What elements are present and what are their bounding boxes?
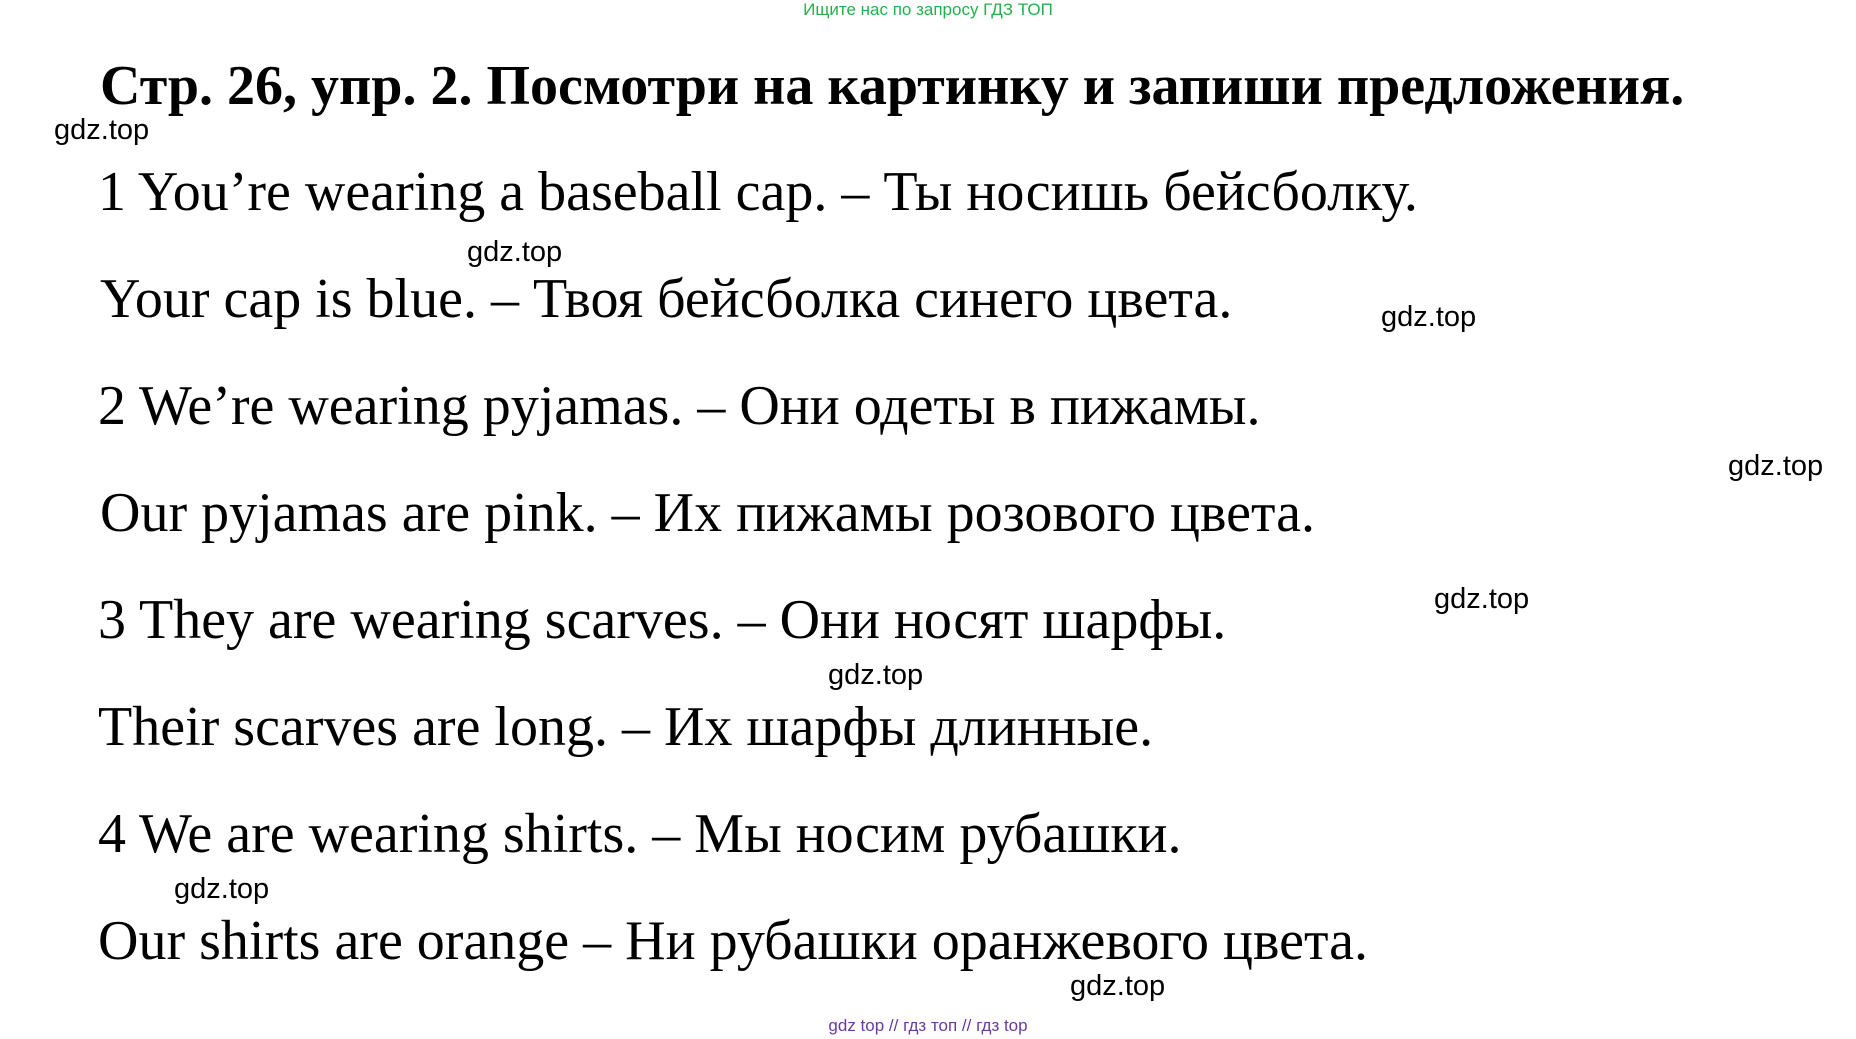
sentence-line-3: 2 We’re wearing pyjamas. – Они одеты в пижамы. [98, 375, 1261, 437]
watermark: gdz.top [467, 236, 563, 268]
watermark: gdz.top [1434, 583, 1530, 615]
watermark: gdz.top [1728, 450, 1824, 482]
watermark: gdz.top [828, 659, 924, 691]
sentence-line-2: Your cap is blue. – Твоя бейсболка синего цвета. [100, 268, 1233, 330]
sentence-line-6: Their scarves are long. – Их шарфы длинные. [98, 696, 1154, 758]
sentence-line-8: Our shirts are orange – Ни рубашки оранжевого цвета. [98, 910, 1368, 972]
watermark: gdz.top [54, 114, 150, 146]
watermark: gdz.top [1381, 301, 1477, 333]
watermark: gdz.top [1070, 970, 1166, 1002]
sentence-line-7: 4 We are wearing shirts. – Мы носим рубашки. [98, 803, 1182, 865]
footer-note: gdz top // гдз топ // гдз top [828, 1016, 1028, 1035]
sentence-line-4: Our pyjamas are pink. – Их пижамы розового цвета. [100, 482, 1315, 544]
page-title: Стр. 26, упр. 2. Посмотри на картинку и запиши предложения. [100, 55, 1685, 117]
sentence-line-5: 3 They are wearing scarves. – Они носят шарфы. [98, 589, 1227, 651]
watermark: gdz.top [174, 873, 270, 905]
header-note: Ищите нас по запросу ГДЗ ТОП [803, 0, 1053, 19]
sentence-line-1: 1 You’re wearing a baseball cap. – Ты носишь бейсболку. [98, 161, 1418, 223]
